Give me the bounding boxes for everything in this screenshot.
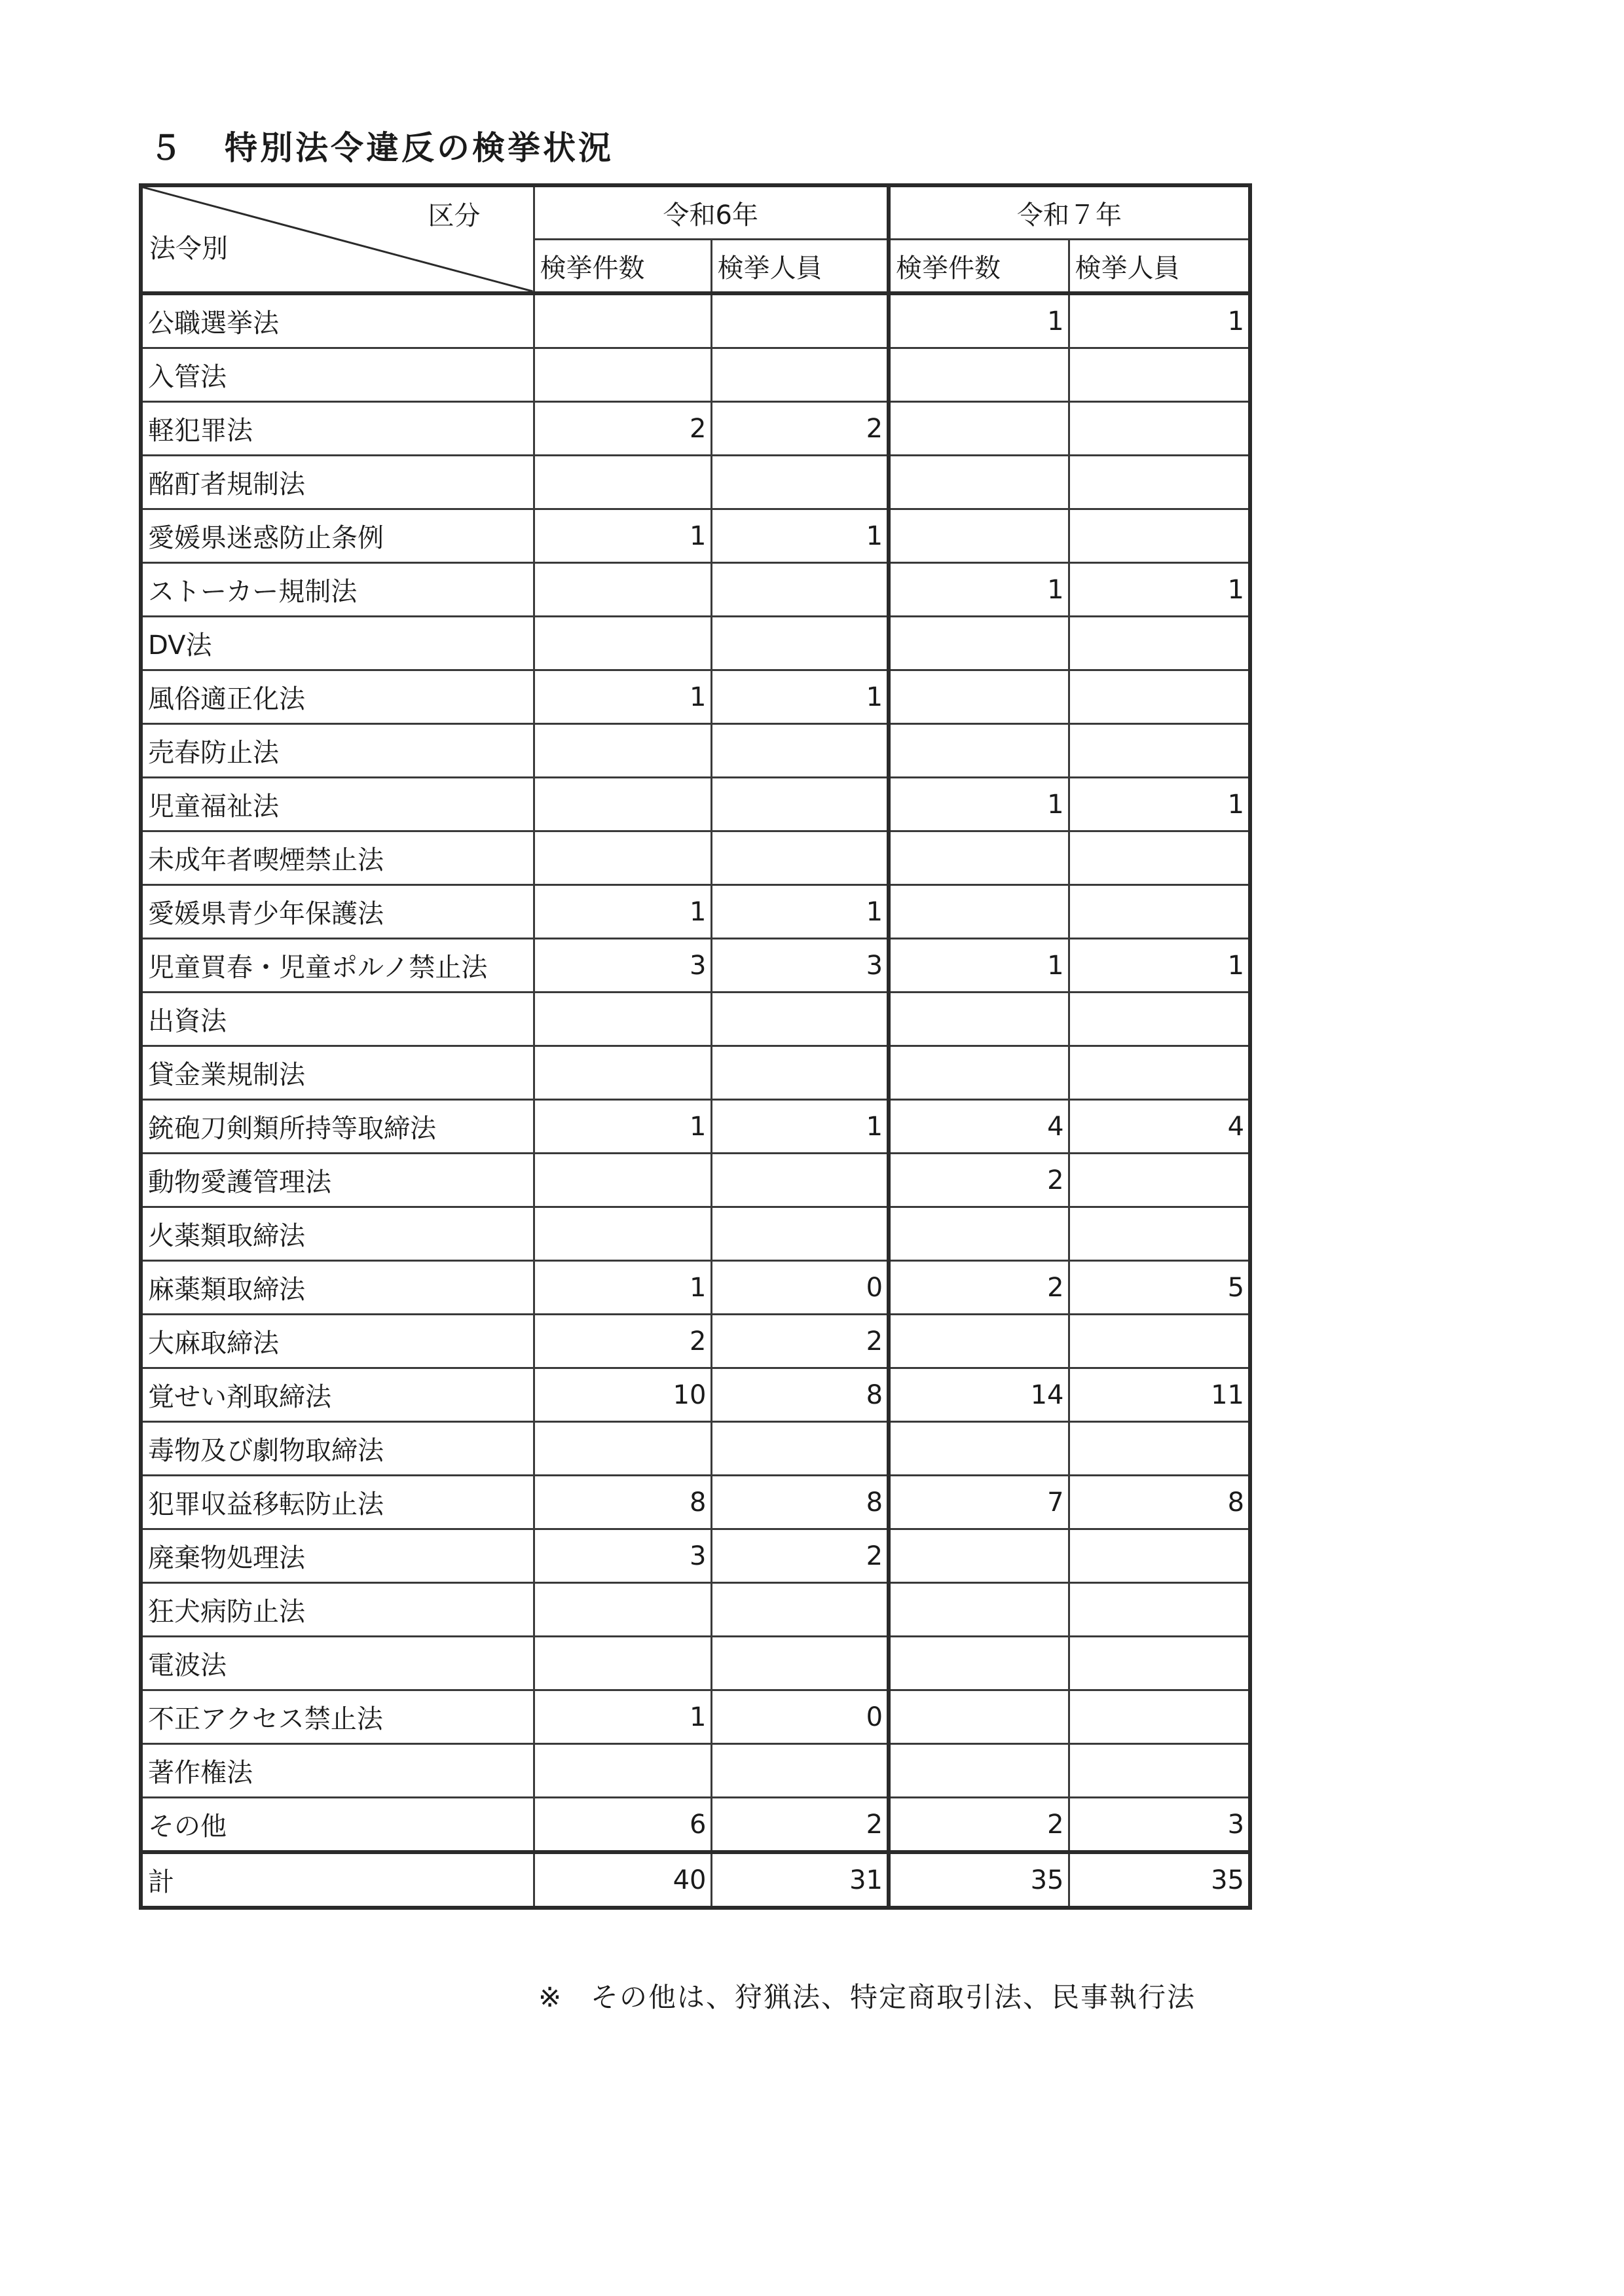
note-text: その他は、狩猟法、特定商取引法、民事執行法: [591, 1981, 1196, 2013]
table-row: [141, 617, 1250, 670]
r7-cases-cell: 1: [889, 563, 1069, 617]
r7-cases-cell: [889, 1422, 1069, 1476]
r6-cases-cell: [534, 831, 711, 885]
law-name-cell: 火薬類取締法: [141, 1207, 534, 1261]
r6-persons-cell: [711, 348, 889, 402]
kubun-label: 区分: [428, 201, 481, 231]
r7-cases-cell: [889, 456, 1069, 509]
law-name-cell: 軽犯罪法: [141, 402, 534, 456]
r6-persons-cell: [711, 993, 889, 1046]
law-name-cell: 愛媛県迷惑防止条例: [141, 509, 534, 563]
r6-persons-cell: 1: [711, 670, 889, 724]
table-row: [141, 1583, 1250, 1637]
law-name-cell: 愛媛県青少年保護法: [141, 885, 534, 939]
r6-cases-cell: [534, 993, 711, 1046]
r7-cases-cell: 4: [889, 1100, 1069, 1154]
r7-persons-cell: 8: [1069, 1476, 1250, 1529]
r6-cases-cell: [534, 1154, 711, 1207]
table-row: [141, 993, 1250, 1046]
page-title: [149, 122, 614, 174]
r7-persons-cell: 1: [1069, 563, 1250, 617]
law-name-cell: 著作権法: [141, 1744, 534, 1798]
law-name-cell: 不正アクセス禁止法: [141, 1690, 534, 1744]
law-name-cell: 廃棄物処理法: [141, 1529, 534, 1583]
r6-cases-cell: [534, 1422, 711, 1476]
r7-cases-cell: [889, 670, 1069, 724]
r7-persons-cell: [1069, 402, 1250, 456]
table-row: [141, 1637, 1250, 1690]
r6-cases-cell: 40: [534, 1852, 711, 1908]
r6-cases-cell: [534, 1583, 711, 1637]
r6-persons-cell: [711, 778, 889, 831]
r6-persons-cell: [711, 456, 889, 509]
r6-cases-cell: [534, 1637, 711, 1690]
r6-cases-cell: [534, 617, 711, 670]
r6-cases-cell: 6: [534, 1798, 711, 1853]
col-header-r7-persons: 検挙人員: [1069, 240, 1250, 294]
law-name-cell: 動物愛護管理法: [141, 1154, 534, 1207]
r7-persons-cell: [1069, 831, 1250, 885]
r7-cases-cell: 2: [889, 1154, 1069, 1207]
law-name-cell: 計: [141, 1852, 534, 1908]
r6-cases-cell: [534, 724, 711, 778]
r6-cases-cell: 2: [534, 1315, 711, 1368]
law-name-cell: 未成年者喫煙禁止法: [141, 831, 534, 885]
r7-persons-cell: 4: [1069, 1100, 1250, 1154]
horei-label: 法令別: [149, 234, 228, 264]
r6-cases-cell: 1: [534, 1690, 711, 1744]
col-header-r7-cases: 検挙件数: [889, 240, 1069, 294]
law-name-cell: 覚せい剤取締法: [141, 1368, 534, 1422]
r6-cases-cell: 1: [534, 885, 711, 939]
table-row: [141, 885, 1250, 939]
law-name-cell: 貸金業規制法: [141, 1046, 534, 1100]
r6-cases-cell: 2: [534, 402, 711, 456]
r7-persons-cell: 11: [1069, 1368, 1250, 1422]
r6-cases-cell: [534, 348, 711, 402]
header-row-years: [141, 185, 1250, 240]
table-row: [141, 1690, 1250, 1744]
law-name-cell: ストーカー規制法: [141, 563, 534, 617]
table-row: [141, 293, 1250, 348]
r7-cases-cell: [889, 1744, 1069, 1798]
r7-persons-cell: [1069, 1583, 1250, 1637]
corner-header-cell: [141, 185, 534, 293]
r6-cases-cell: [534, 1046, 711, 1100]
year-header-r6: 令和6年: [534, 185, 889, 240]
r7-cases-cell: [889, 831, 1069, 885]
r7-persons-cell: 1: [1069, 778, 1250, 831]
r7-persons-cell: [1069, 1315, 1250, 1368]
year-header-r7: 令和７年: [889, 185, 1250, 240]
r6-cases-cell: [534, 778, 711, 831]
r7-persons-cell: 1: [1069, 939, 1250, 993]
r7-persons-cell: [1069, 1529, 1250, 1583]
table-row: [141, 939, 1250, 993]
r6-persons-cell: [711, 1154, 889, 1207]
law-name-cell: 電波法: [141, 1637, 534, 1690]
law-name-cell: 入管法: [141, 348, 534, 402]
r6-persons-cell: [711, 1422, 889, 1476]
r6-persons-cell: [711, 1046, 889, 1100]
r7-cases-cell: [889, 1207, 1069, 1261]
r6-cases-cell: [534, 1744, 711, 1798]
col-header-r6-persons: 検挙人員: [711, 240, 889, 294]
r6-persons-cell: [711, 1637, 889, 1690]
table-row: [141, 778, 1250, 831]
r6-persons-cell: 31: [711, 1852, 889, 1908]
violation-stats-table: [139, 183, 1252, 1910]
r6-persons-cell: [711, 563, 889, 617]
law-name-cell: 風俗適正化法: [141, 670, 534, 724]
r7-cases-cell: 2: [889, 1798, 1069, 1853]
table-row: [141, 456, 1250, 509]
r6-cases-cell: 10: [534, 1368, 711, 1422]
law-name-cell: 児童買春・児童ポルノ禁止法: [141, 939, 534, 993]
r7-cases-cell: 2: [889, 1261, 1069, 1315]
table-row: [141, 1315, 1250, 1368]
table-row: [141, 670, 1250, 724]
law-name-cell: 毒物及び劇物取締法: [141, 1422, 534, 1476]
section-title: 特別法令違反の検挙状況: [225, 129, 614, 167]
r7-persons-cell: [1069, 1744, 1250, 1798]
table-row: [141, 1422, 1250, 1476]
r7-cases-cell: [889, 1315, 1069, 1368]
r6-cases-cell: 1: [534, 1261, 711, 1315]
note-mark: ※: [538, 1981, 563, 2013]
r6-persons-cell: 1: [711, 885, 889, 939]
r6-persons-cell: [711, 1583, 889, 1637]
table-row: [141, 1529, 1250, 1583]
law-name-cell: 酩酊者規制法: [141, 456, 534, 509]
r7-persons-cell: [1069, 885, 1250, 939]
r6-persons-cell: 1: [711, 509, 889, 563]
r7-persons-cell: 35: [1069, 1852, 1250, 1908]
r6-persons-cell: [711, 831, 889, 885]
r6-cases-cell: 3: [534, 939, 711, 993]
r6-cases-cell: 1: [534, 670, 711, 724]
r6-cases-cell: 3: [534, 1529, 711, 1583]
r7-persons-cell: [1069, 1207, 1250, 1261]
r6-cases-cell: 8: [534, 1476, 711, 1529]
r7-persons-cell: [1069, 670, 1250, 724]
table-row: [141, 1154, 1250, 1207]
r7-cases-cell: 35: [889, 1852, 1069, 1908]
table-row: [141, 1852, 1250, 1908]
r6-cases-cell: [534, 456, 711, 509]
r7-cases-cell: 1: [889, 778, 1069, 831]
r6-persons-cell: 1: [711, 1100, 889, 1154]
r7-cases-cell: [889, 993, 1069, 1046]
law-name-cell: DV法: [141, 617, 534, 670]
r6-persons-cell: 8: [711, 1476, 889, 1529]
r6-cases-cell: [534, 563, 711, 617]
r7-persons-cell: 1: [1069, 293, 1250, 348]
r7-persons-cell: [1069, 348, 1250, 402]
r6-persons-cell: [711, 1207, 889, 1261]
r6-cases-cell: [534, 1207, 711, 1261]
law-name-cell: 児童福祉法: [141, 778, 534, 831]
law-name-cell: 麻薬類取締法: [141, 1261, 534, 1315]
r7-cases-cell: [889, 1529, 1069, 1583]
r6-persons-cell: [711, 1744, 889, 1798]
table-row: [141, 509, 1250, 563]
r7-cases-cell: [889, 724, 1069, 778]
r7-persons-cell: [1069, 1046, 1250, 1100]
table-row: [141, 1100, 1250, 1154]
table-row: [141, 348, 1250, 402]
r7-persons-cell: [1069, 456, 1250, 509]
table-row: [141, 1046, 1250, 1100]
r6-persons-cell: 8: [711, 1368, 889, 1422]
r7-cases-cell: 14: [889, 1368, 1069, 1422]
col-header-r6-cases: 検挙件数: [534, 240, 711, 294]
r7-persons-cell: [1069, 1690, 1250, 1744]
r7-persons-cell: [1069, 509, 1250, 563]
r6-cases-cell: 1: [534, 509, 711, 563]
law-name-cell: 犯罪収益移転防止法: [141, 1476, 534, 1529]
table-row: [141, 724, 1250, 778]
r7-cases-cell: [889, 348, 1069, 402]
table-row: [141, 1261, 1250, 1315]
r6-cases-cell: 1: [534, 1100, 711, 1154]
r7-cases-cell: [889, 509, 1069, 563]
r7-persons-cell: [1069, 1637, 1250, 1690]
table-row: [141, 1207, 1250, 1261]
r6-persons-cell: 0: [711, 1690, 889, 1744]
r7-cases-cell: [889, 1637, 1069, 1690]
r6-persons-cell: 2: [711, 1798, 889, 1853]
table-row: [141, 1476, 1250, 1529]
table-row: [141, 1744, 1250, 1798]
r6-persons-cell: 0: [711, 1261, 889, 1315]
r7-persons-cell: [1069, 724, 1250, 778]
r6-persons-cell: [711, 293, 889, 348]
r7-persons-cell: [1069, 1154, 1250, 1207]
footnote: [538, 1976, 1196, 2015]
table-row: [141, 831, 1250, 885]
r6-persons-cell: 2: [711, 402, 889, 456]
r7-cases-cell: [889, 1583, 1069, 1637]
table-row: [141, 1798, 1250, 1853]
r7-persons-cell: [1069, 993, 1250, 1046]
r7-cases-cell: [889, 1690, 1069, 1744]
r7-cases-cell: 1: [889, 293, 1069, 348]
r7-cases-cell: [889, 1046, 1069, 1100]
law-name-cell: 大麻取締法: [141, 1315, 534, 1368]
table-row: [141, 402, 1250, 456]
r6-persons-cell: [711, 617, 889, 670]
r6-persons-cell: 2: [711, 1529, 889, 1583]
r6-persons-cell: 3: [711, 939, 889, 993]
law-name-cell: その他: [141, 1798, 534, 1853]
table-row: [141, 1368, 1250, 1422]
table-row: [141, 563, 1250, 617]
r7-cases-cell: 1: [889, 939, 1069, 993]
law-name-cell: 売春防止法: [141, 724, 534, 778]
r6-cases-cell: [534, 293, 711, 348]
r6-persons-cell: 2: [711, 1315, 889, 1368]
r7-cases-cell: [889, 885, 1069, 939]
law-name-cell: 狂犬病防止法: [141, 1583, 534, 1637]
r7-persons-cell: 5: [1069, 1261, 1250, 1315]
r7-cases-cell: [889, 402, 1069, 456]
law-name-cell: 銃砲刀剣類所持等取締法: [141, 1100, 534, 1154]
law-name-cell: 出資法: [141, 993, 534, 1046]
r7-cases-cell: 7: [889, 1476, 1069, 1529]
r7-cases-cell: [889, 617, 1069, 670]
r6-persons-cell: [711, 724, 889, 778]
r7-persons-cell: 3: [1069, 1798, 1250, 1853]
law-name-cell: 公職選挙法: [141, 293, 534, 348]
section-number: ５: [149, 129, 185, 167]
r7-persons-cell: [1069, 617, 1250, 670]
r7-persons-cell: [1069, 1422, 1250, 1476]
